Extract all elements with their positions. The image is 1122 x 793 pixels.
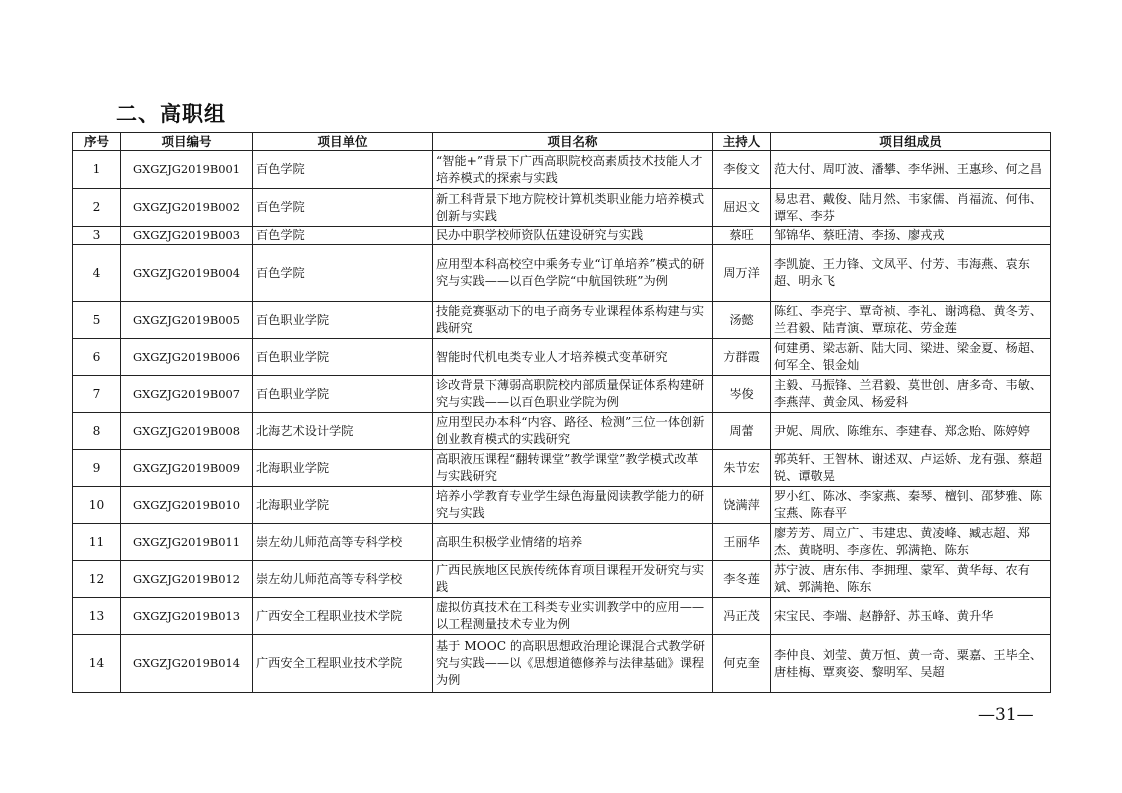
table-row [73,151,1051,189]
row-project-code: GXGZJG2019B009 [121,450,253,487]
row-leader: 周万洋 [713,245,771,302]
row-project-unit: 百色学院 [253,245,433,302]
row-project-unit: 广西安全工程职业技术学院 [253,635,433,693]
row-project-name: 智能时代机电类专业人才培养模式变革研究 [433,339,713,376]
row-project-code: GXGZJG2019B004 [121,245,253,302]
table-row [73,561,1051,598]
row-leader: 屈迟文 [713,189,771,227]
row-index: 2 [73,189,121,227]
row-project-name: 技能竞赛驱动下的电子商务专业课程体系构建与实践研究 [433,302,713,339]
row-members: 郭英轩、王智林、谢述双、卢运娇、龙有强、蔡超锐、谭敬晃 [771,450,1051,487]
row-project-name: 基于 MOOC 的高职思想政治理论课混合式教学研究与实践——以《思想道德修养与法律基础》课程为例 [433,635,713,693]
row-leader: 方群霞 [713,339,771,376]
row-leader: 李冬莲 [713,561,771,598]
row-leader: 蔡旺 [713,227,771,245]
table-header-row [73,133,1051,151]
header-index: 序号 [73,133,121,151]
row-index: 9 [73,450,121,487]
row-project-code: GXGZJG2019B012 [121,561,253,598]
table-row [73,413,1051,450]
row-members: 李仲良、刘莹、黄万恒、黄一奇、粟嘉、王毕全、唐桂梅、覃爽姿、黎明军、吴超 [771,635,1051,693]
header-leader: 主持人 [713,133,771,151]
row-project-unit: 百色职业学院 [253,302,433,339]
row-project-unit: 北海职业学院 [253,450,433,487]
header-project-code: 项目编号 [121,133,253,151]
row-project-unit: 百色职业学院 [253,339,433,376]
table-row [73,302,1051,339]
row-project-code: GXGZJG2019B010 [121,487,253,524]
page-number: —31— [978,705,1034,725]
row-members: 主毅、马振锋、兰君毅、莫世创、唐多奇、韦敏、李燕萍、黄金凤、杨爱科 [771,376,1051,413]
row-members: 何建勇、梁志新、陆大同、梁进、梁金夏、杨超、何军全、银金灿 [771,339,1051,376]
row-project-code: GXGZJG2019B002 [121,189,253,227]
row-project-unit: 北海职业学院 [253,487,433,524]
project-table [72,132,1051,693]
row-project-name: 虚拟仿真技术在工科类专业实训教学中的应用——以工程测量技术专业为例 [433,598,713,635]
row-leader: 王丽华 [713,524,771,561]
row-members: 廖芳芳、周立广、韦建忠、黄凌峰、臧志超、郑杰、黄晓明、李彦佐、郭满艳、陈东 [771,524,1051,561]
row-members: 李凯旋、王力锋、文凤平、付芳、韦海燕、袁东超、明永飞 [771,245,1051,302]
row-leader: 何克奎 [713,635,771,693]
row-leader: 朱节宏 [713,450,771,487]
row-index: 14 [73,635,121,693]
row-project-unit: 北海艺术设计学院 [253,413,433,450]
row-project-name: 民办中职学校师资队伍建设研究与实践 [433,227,713,245]
row-project-name: 广西民族地区民族传统体育项目课程开发研究与实践 [433,561,713,598]
row-project-name: 应用型民办本科“内容、路径、检测”三位一体创新创业教育模式的实践研究 [433,413,713,450]
row-project-code: GXGZJG2019B001 [121,151,253,189]
table-row [73,189,1051,227]
row-members: 邹锦华、蔡旺清、李扬、廖戎戎 [771,227,1051,245]
row-members: 陈红、李亮宇、覃奇祯、李礼、谢鸿稳、黄冬芳、兰君毅、陆青演、覃琼花、劳金莲 [771,302,1051,339]
row-project-unit: 崇左幼儿师范高等专科学校 [253,561,433,598]
row-leader: 周蕾 [713,413,771,450]
row-project-code: GXGZJG2019B006 [121,339,253,376]
row-index: 12 [73,561,121,598]
row-members: 宋宝民、李端、赵静舒、苏玉峰、黄升华 [771,598,1051,635]
table-row [73,635,1051,693]
table-row [73,245,1051,302]
row-index: 11 [73,524,121,561]
row-project-name: 高职液压课程“翻转课堂”教学课堂”教学模式改革与实践研究 [433,450,713,487]
table-row [73,450,1051,487]
row-leader: 饶满萍 [713,487,771,524]
row-project-name: 新工科背景下地方院校计算机类职业能力培养模式创新与实践 [433,189,713,227]
table-row [73,227,1051,245]
table-row [73,487,1051,524]
row-index: 10 [73,487,121,524]
row-members: 罗小红、陈冰、李家燕、秦琴、檀钊、邵梦雅、陈宝燕、陈春平 [771,487,1051,524]
row-project-unit: 百色学院 [253,189,433,227]
row-index: 1 [73,151,121,189]
row-index: 13 [73,598,121,635]
row-members: 易忠君、戴俊、陆月然、韦家儒、肖福流、何伟、谭军、李芬 [771,189,1051,227]
row-project-unit: 百色职业学院 [253,376,433,413]
table-row [73,598,1051,635]
section-title: 二、高职组 [116,102,226,126]
row-leader: 岑俊 [713,376,771,413]
row-project-name: 高职生积极学业情绪的培养 [433,524,713,561]
row-project-name: 诊改背景下薄弱高职院校内部质量保证体系构建研究与实践——以百色职业学院为例 [433,376,713,413]
row-index: 8 [73,413,121,450]
row-project-code: GXGZJG2019B008 [121,413,253,450]
header-members: 项目组成员 [771,133,1051,151]
header-project-unit: 项目单位 [253,133,433,151]
table-row [73,339,1051,376]
row-members: 苏宁波、唐东伟、李拥理、蒙军、黄华每、农有斌、郭满艳、陈东 [771,561,1051,598]
row-index: 5 [73,302,121,339]
row-project-name: 培养小学教育专业学生绿色海量阅读教学能力的研究与实践 [433,487,713,524]
row-project-code: GXGZJG2019B007 [121,376,253,413]
row-members: 范大付、周叮波、潘攀、李华洲、王惠珍、何之昌 [771,151,1051,189]
table-row [73,376,1051,413]
header-project-name: 项目名称 [433,133,713,151]
row-members: 尹妮、周欣、陈维东、李建春、郑念贻、陈婷婷 [771,413,1051,450]
row-index: 3 [73,227,121,245]
row-index: 6 [73,339,121,376]
table-row [73,524,1051,561]
row-index: 4 [73,245,121,302]
row-leader: 冯正茂 [713,598,771,635]
row-project-code: GXGZJG2019B014 [121,635,253,693]
row-project-unit: 百色学院 [253,227,433,245]
row-project-name: “智能+”背景下广西高职院校高素质技术技能人才培养模式的探索与实践 [433,151,713,189]
row-leader: 汤懿 [713,302,771,339]
row-project-unit: 崇左幼儿师范高等专科学校 [253,524,433,561]
row-project-unit: 百色学院 [253,151,433,189]
row-project-code: GXGZJG2019B013 [121,598,253,635]
row-index: 7 [73,376,121,413]
row-project-code: GXGZJG2019B011 [121,524,253,561]
row-project-name: 应用型本科高校空中乘务专业“订单培养”模式的研究与实践——以百色学院“中航国铁班”为例 [433,245,713,302]
row-project-code: GXGZJG2019B003 [121,227,253,245]
row-project-unit: 广西安全工程职业技术学院 [253,598,433,635]
row-leader: 李俊文 [713,151,771,189]
row-project-code: GXGZJG2019B005 [121,302,253,339]
